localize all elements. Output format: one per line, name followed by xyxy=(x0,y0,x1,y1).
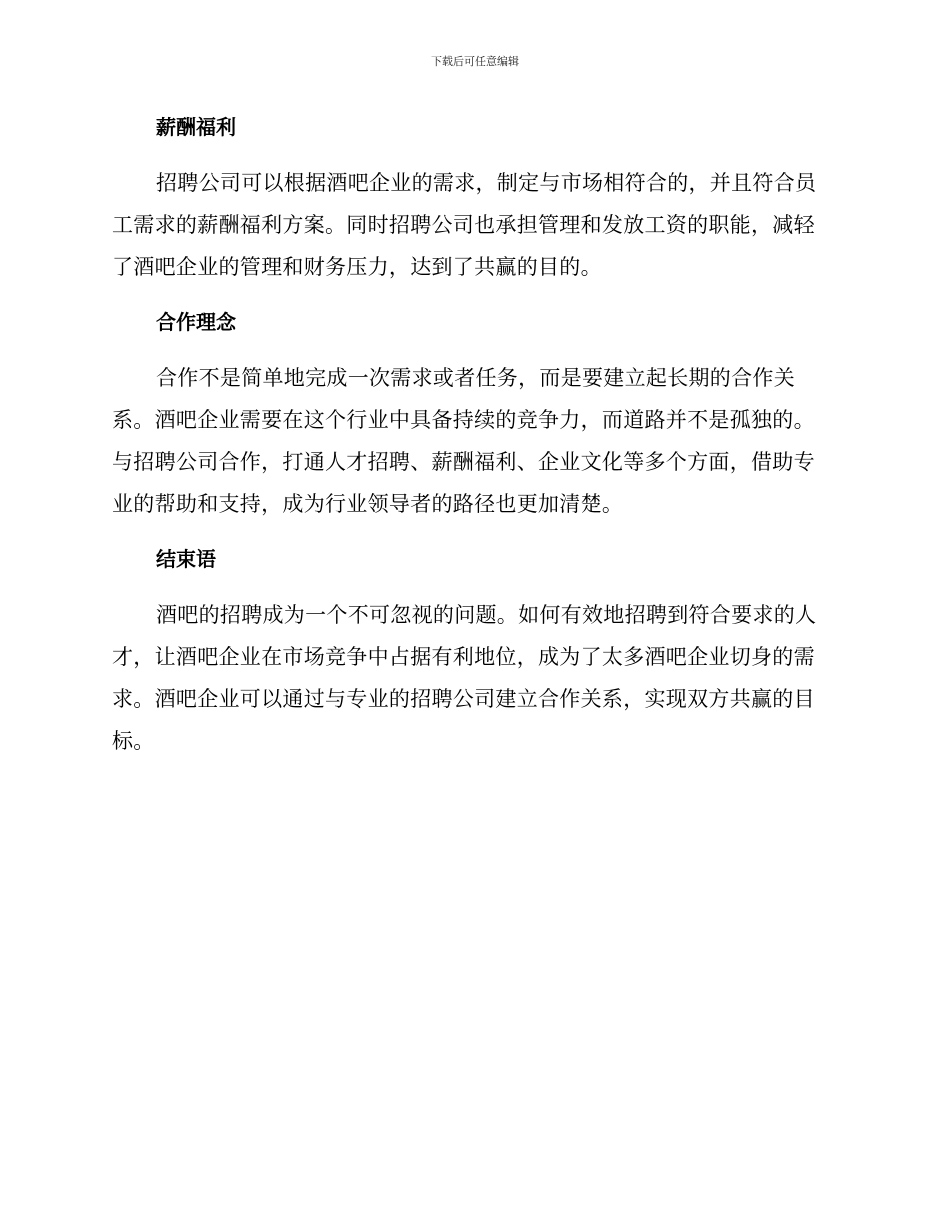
section-paragraph: 酒吧的招聘成为一个不可忽视的问题。如何有效地招聘到符合要求的人才，让酒吧企业在市场竞争中占据有利地位，成为了太多酒吧企业切身的需求。酒吧企业可以通过与专业的招聘公司建立合作关系，实现双方共赢的目标。 xyxy=(112,603,817,753)
section-salary-benefits xyxy=(112,106,830,288)
section-title: 薪酬福利 xyxy=(156,115,236,139)
section-paragraph: 招聘公司可以根据酒吧企业的需求，制定与市场相符合的，并且符合员工需求的薪酬福利方案。同时招聘公司也承担管理和发放工资的职能，减轻了酒吧企业的管理和财务压力，达到了共赢的目的。 xyxy=(112,171,817,279)
section-conclusion xyxy=(112,538,830,762)
section-cooperation-philosophy xyxy=(112,301,830,525)
document-body xyxy=(112,106,830,762)
page-header: 下载后可任意编辑 xyxy=(431,55,519,68)
section-title: 合作理念 xyxy=(156,310,236,334)
section-paragraph: 合作不是简单地完成一次需求或者任务，而是要建立起长期的合作关系。酒吧企业需要在这个行业中具备持续的竞争力，而道路并不是孤独的。与招聘公司合作，打通人才招聘、薪酬福利、企业文化等多个方面，借助专业的帮助和支持，成为行业领导者的路径也更加清楚。 xyxy=(112,366,815,516)
section-title: 结束语 xyxy=(156,547,216,571)
